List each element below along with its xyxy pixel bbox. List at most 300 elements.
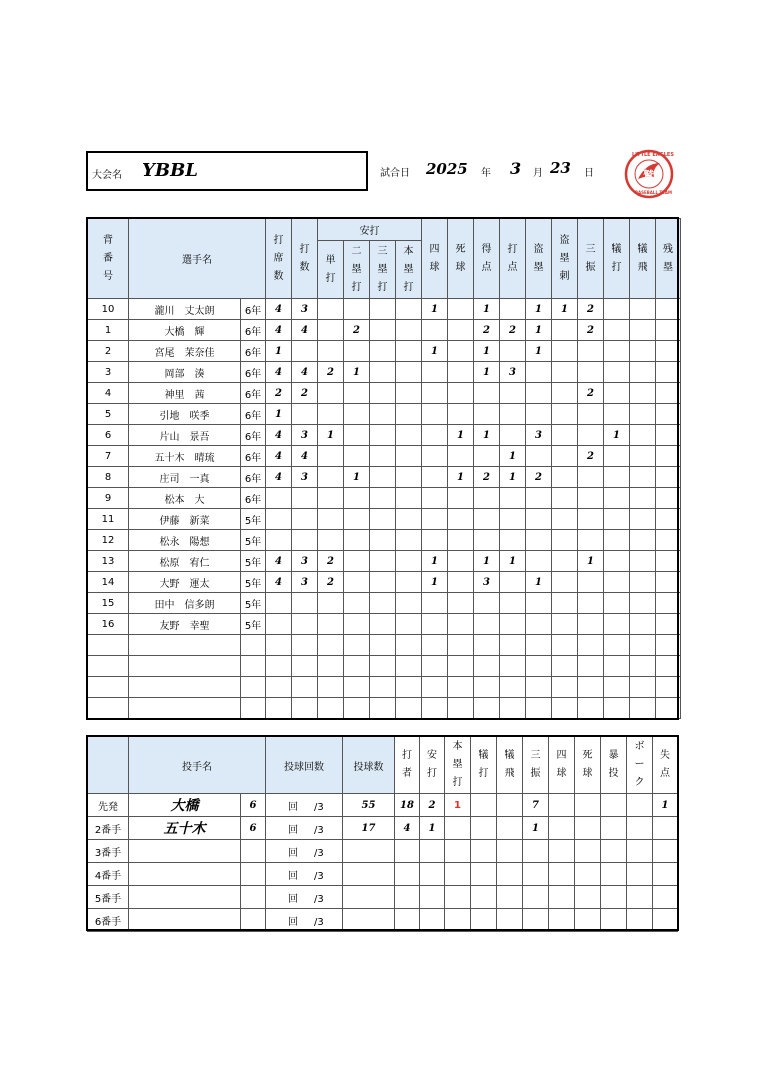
pitch-stat-wp: [601, 817, 627, 840]
stat-ab: 3: [292, 467, 318, 488]
stat-triple: [370, 614, 396, 635]
stat-hr: [396, 488, 422, 509]
player-name: [129, 698, 241, 719]
stat-ab: [292, 530, 318, 551]
pitch-stat-bb: [549, 909, 575, 932]
stat-triple: [370, 362, 396, 383]
table-row: [88, 488, 681, 509]
stat-cs: [552, 656, 578, 677]
header-text: 死 球: [582, 750, 593, 779]
player-grade: 5年: [241, 572, 266, 593]
stat-hbp: [448, 530, 474, 551]
stat-rbi: [500, 509, 526, 530]
innings-cell: [266, 840, 343, 863]
stat-so: [578, 467, 604, 488]
header-sb: [526, 219, 552, 299]
stat-rbi: 2: [500, 320, 526, 341]
stat-sb: [526, 551, 552, 572]
stat-ab: [292, 404, 318, 425]
pitch-stat-so: 1: [523, 817, 549, 840]
stat-ab: 4: [292, 320, 318, 341]
stat-bb: 1: [422, 551, 448, 572]
header-text: 犠 打: [478, 750, 489, 779]
stat-lob: [656, 425, 681, 446]
stat-rbi: [500, 698, 526, 719]
pitcher-pitches: [343, 886, 395, 909]
player-grade: 6年: [241, 446, 266, 467]
year-value: 2025: [426, 160, 468, 178]
stat-sf: [630, 551, 656, 572]
pitch-stat-so: [523, 840, 549, 863]
stat-pa: 4: [266, 551, 292, 572]
pitcher-innings-value: 6: [241, 794, 266, 817]
player-grade: [241, 635, 266, 656]
stat-lob: [656, 656, 681, 677]
logo-mark: 鷲: [643, 169, 654, 182]
logo-sub: BASEBALL TEAM: [635, 190, 672, 195]
pitch-stat-hbp: [575, 794, 601, 817]
stat-lob: [656, 698, 681, 719]
stat-hbp: [448, 404, 474, 425]
pitch-stat-hbp: [575, 817, 601, 840]
stat-rbi: [500, 593, 526, 614]
stat-double: [344, 593, 370, 614]
header-text: 単 打: [325, 254, 336, 284]
pitch-stat-hits: [420, 886, 445, 909]
player-grade: 6年: [241, 404, 266, 425]
header-text: 安 打: [427, 750, 437, 779]
player-number: 6: [88, 425, 129, 446]
player-number: 10: [88, 299, 129, 320]
stat-sac: [604, 362, 630, 383]
stat-sac: [604, 509, 630, 530]
player-number: 14: [88, 572, 129, 593]
outs-suffix: /3: [314, 916, 324, 928]
stat-single: 2: [318, 551, 344, 572]
stat-sf: [630, 509, 656, 530]
player-grade: 6年: [241, 299, 266, 320]
pitch-header-hits: [420, 737, 445, 794]
stat-triple: [370, 404, 396, 425]
stat-runs: [474, 677, 500, 698]
pitch-header-so: [523, 737, 549, 794]
stat-rbi: 1: [500, 551, 526, 572]
header-sf: [630, 219, 656, 299]
stat-single: [318, 467, 344, 488]
stat-sb: [526, 677, 552, 698]
stat-runs: [474, 446, 500, 467]
stat-sb: 3: [526, 425, 552, 446]
player-number: 15: [88, 593, 129, 614]
pitch-header-innings: 投球回数: [266, 737, 343, 794]
stat-sf: [630, 635, 656, 656]
stat-hbp: [448, 320, 474, 341]
stat-hr: [396, 446, 422, 467]
stat-lob: [656, 530, 681, 551]
stat-rbi: [500, 677, 526, 698]
header-text: 本 塁 打: [452, 741, 463, 788]
table-row: [88, 341, 681, 362]
player-name: 片山 景吾: [129, 425, 241, 446]
player-grade: [241, 698, 266, 719]
stat-ab: [292, 677, 318, 698]
header-hits-group: 安打: [318, 219, 422, 241]
pitch-header-pitches: 投球数: [343, 737, 395, 794]
innings-cell: [266, 794, 343, 817]
pitch-stat-sf: [497, 817, 523, 840]
pitcher-role: 先発: [88, 794, 129, 817]
player-number: 4: [88, 383, 129, 404]
stat-single: [318, 635, 344, 656]
stat-runs: [474, 635, 500, 656]
stat-bb: [422, 635, 448, 656]
stat-so: [578, 341, 604, 362]
stat-cs: [552, 677, 578, 698]
pitch-stat-sac: [471, 840, 497, 863]
pitch-header-hbp: [575, 737, 601, 794]
stat-double: 2: [344, 320, 370, 341]
header-text: 四 球: [556, 750, 567, 779]
pitcher-role: 4番手: [88, 863, 129, 886]
stat-hbp: [448, 551, 474, 572]
header-text: 犠 飛: [504, 750, 515, 779]
pitch-stat-sac: [471, 817, 497, 840]
player-grade: 6年: [241, 488, 266, 509]
pitch-stat-wp: [601, 794, 627, 817]
stat-sac: [604, 551, 630, 572]
stat-sac: [604, 467, 630, 488]
stat-sb: [526, 509, 552, 530]
stat-ab: 3: [292, 551, 318, 572]
pitch-stat-bf: 18: [395, 794, 420, 817]
stat-runs: [474, 614, 500, 635]
stat-cs: [552, 593, 578, 614]
table-row: [88, 656, 681, 677]
header-text: 打 席 数: [273, 234, 284, 282]
pitcher-pitches: [343, 909, 395, 932]
stat-hr: [396, 299, 422, 320]
table-row: [88, 362, 681, 383]
pitch-stat-so: 7: [523, 794, 549, 817]
table-row: [88, 467, 681, 488]
stat-pa: 4: [266, 299, 292, 320]
stat-hbp: [448, 383, 474, 404]
stat-lob: [656, 362, 681, 383]
stat-pa: 2: [266, 383, 292, 404]
table-row: [88, 425, 681, 446]
header-text: 死 球: [455, 243, 466, 273]
stat-single: [318, 299, 344, 320]
table-row: [88, 404, 681, 425]
table-row: [88, 530, 681, 551]
stat-ab: [292, 698, 318, 719]
stat-runs: [474, 656, 500, 677]
stat-runs: 1: [474, 341, 500, 362]
stat-sb: [526, 635, 552, 656]
stat-so: 2: [578, 299, 604, 320]
stat-ab: [292, 488, 318, 509]
pitch-stat-runs: [653, 863, 678, 886]
stat-ab: 3: [292, 425, 318, 446]
header-text: 盗 塁 刺: [559, 234, 570, 282]
stat-hbp: [448, 593, 474, 614]
stat-cs: [552, 362, 578, 383]
pitcher-pitches: [343, 863, 395, 886]
stat-hbp: [448, 488, 474, 509]
stat-sf: [630, 362, 656, 383]
stat-bb: [422, 383, 448, 404]
stat-triple: [370, 341, 396, 362]
stat-rbi: [500, 383, 526, 404]
pitch-stat-sf: [497, 909, 523, 932]
stat-sac: [604, 572, 630, 593]
table-row: [88, 551, 681, 572]
pitch-stat-bb: [549, 863, 575, 886]
stat-hbp: 1: [448, 467, 474, 488]
stat-hr: [396, 362, 422, 383]
player-grade: 5年: [241, 530, 266, 551]
pitch-stat-wp: [601, 886, 627, 909]
stat-pa: 4: [266, 425, 292, 446]
day-label: 日: [584, 168, 594, 179]
stat-single: [318, 656, 344, 677]
stat-sac: [604, 614, 630, 635]
table-row: [88, 572, 681, 593]
player-number: [88, 698, 129, 719]
player-grade: 5年: [241, 614, 266, 635]
stat-sf: [630, 446, 656, 467]
pitch-stat-sac: [471, 794, 497, 817]
pitch-stat-balk: [627, 863, 653, 886]
stat-ab: 3: [292, 299, 318, 320]
month-value: 3: [510, 159, 522, 178]
inning-unit: 回: [288, 801, 298, 813]
pitcher-name: [129, 863, 241, 886]
pitch-header-runs: [653, 737, 678, 794]
stat-hr: [396, 509, 422, 530]
pitch-stat-hits: [420, 840, 445, 863]
stat-runs: [474, 530, 500, 551]
pitcher-name: 五十木: [129, 817, 241, 840]
header-name: 選手名: [129, 219, 266, 299]
player-grade: 6年: [241, 467, 266, 488]
pitch-stat-runs: [653, 909, 678, 932]
stat-sac: [604, 656, 630, 677]
stat-sac: [604, 698, 630, 719]
innings-cell: [266, 909, 343, 932]
pitch-stat-bf: [395, 886, 420, 909]
stat-triple: [370, 530, 396, 551]
pitch-stat-bf: [395, 863, 420, 886]
stat-sac: [604, 383, 630, 404]
player-grade: [241, 677, 266, 698]
stat-sac: [604, 446, 630, 467]
stat-cs: [552, 698, 578, 719]
stat-triple: [370, 467, 396, 488]
pitch-stat-bb: [549, 886, 575, 909]
stat-bb: 1: [422, 299, 448, 320]
stat-runs: [474, 698, 500, 719]
stat-pa: [266, 614, 292, 635]
pitch-header-name: 投手名: [129, 737, 266, 794]
stat-bb: [422, 404, 448, 425]
stat-hbp: [448, 299, 474, 320]
header-text: 打 者: [402, 750, 412, 779]
stat-lob: [656, 341, 681, 362]
pitch-stat-hits: [420, 909, 445, 932]
header-text: 盗 塁: [533, 243, 544, 273]
outs-suffix: /3: [314, 824, 324, 836]
outs-suffix: /3: [314, 870, 324, 882]
stat-double: [344, 698, 370, 719]
header-text: 打 点: [507, 243, 518, 273]
table-row: [88, 698, 681, 719]
stat-so: [578, 677, 604, 698]
stat-sf: [630, 299, 656, 320]
stat-sb: [526, 530, 552, 551]
stat-double: [344, 446, 370, 467]
stat-cs: [552, 551, 578, 572]
stat-sf: [630, 614, 656, 635]
stat-single: [318, 614, 344, 635]
table-row: [88, 863, 678, 886]
pitch-stat-sf: [497, 794, 523, 817]
stat-runs: [474, 404, 500, 425]
player-number: [88, 635, 129, 656]
stat-so: [578, 425, 604, 446]
stat-triple: [370, 320, 396, 341]
stat-bb: [422, 488, 448, 509]
stat-lob: [656, 614, 681, 635]
stat-double: [344, 677, 370, 698]
pitch-header-balk: [627, 737, 653, 794]
pitch-stat-hits: [420, 863, 445, 886]
pitcher-innings-value: [241, 863, 266, 886]
player-number: [88, 656, 129, 677]
stat-so: [578, 572, 604, 593]
stat-sf: [630, 404, 656, 425]
table-row: [88, 794, 678, 817]
pitch-stat-wp: [601, 863, 627, 886]
stat-sf: [630, 341, 656, 362]
stat-double: [344, 530, 370, 551]
stat-cs: [552, 488, 578, 509]
stat-sf: [630, 698, 656, 719]
stat-runs: 2: [474, 320, 500, 341]
stat-bb: 1: [422, 341, 448, 362]
player-name: 引地 咲季: [129, 404, 241, 425]
stat-rbi: [500, 488, 526, 509]
stat-lob: [656, 320, 681, 341]
header-text: 犠 打: [611, 243, 622, 273]
table-row: [88, 635, 681, 656]
header-double: [344, 241, 370, 299]
stat-bb: [422, 614, 448, 635]
header-number: [88, 219, 129, 299]
pitch-stat-wp: [601, 909, 627, 932]
stat-sb: 2: [526, 467, 552, 488]
stat-sf: [630, 320, 656, 341]
stat-ab: 4: [292, 362, 318, 383]
stat-sf: [630, 656, 656, 677]
stat-cs: [552, 446, 578, 467]
stat-rbi: [500, 572, 526, 593]
stat-cs: [552, 383, 578, 404]
player-number: 5: [88, 404, 129, 425]
stat-rbi: [500, 341, 526, 362]
header-triple: [370, 241, 396, 299]
stat-triple: [370, 635, 396, 656]
logo-text: LITTLE EAGLES: [632, 152, 674, 158]
stat-double: [344, 299, 370, 320]
stat-rbi: 3: [500, 362, 526, 383]
player-name: 五十木 晴琉: [129, 446, 241, 467]
stat-hbp: [448, 677, 474, 698]
stat-bb: [422, 320, 448, 341]
stat-hbp: [448, 698, 474, 719]
stat-sac: [604, 593, 630, 614]
stat-pa: [266, 593, 292, 614]
stat-so: 2: [578, 446, 604, 467]
inning-unit: 回: [288, 893, 298, 905]
header-text: ボ ー ク: [634, 741, 645, 788]
stat-sb: [526, 488, 552, 509]
header-text: 背 番 号: [103, 234, 113, 282]
table-row: [88, 593, 681, 614]
player-name: [129, 656, 241, 677]
stat-pa: [266, 698, 292, 719]
stat-ab: 3: [292, 572, 318, 593]
stat-single: [318, 677, 344, 698]
tournament-label: 大会名: [92, 170, 122, 181]
player-grade: 6年: [241, 362, 266, 383]
table-row: [88, 299, 681, 320]
pitch-stat-sf: [497, 863, 523, 886]
stat-triple: [370, 446, 396, 467]
stat-sac: [604, 299, 630, 320]
player-grade: 6年: [241, 383, 266, 404]
player-name: 神里 茜: [129, 383, 241, 404]
stat-double: 1: [344, 467, 370, 488]
pitch-stat-bb: [549, 817, 575, 840]
outs-suffix: /3: [314, 893, 324, 905]
stat-hr: [396, 467, 422, 488]
pitch-stat-runs: [653, 817, 678, 840]
pitch-stat-hbp: [575, 863, 601, 886]
stat-single: [318, 530, 344, 551]
stat-bb: [422, 698, 448, 719]
stat-triple: [370, 425, 396, 446]
stat-pa: [266, 677, 292, 698]
pitch-stat-balk: [627, 886, 653, 909]
stat-so: [578, 530, 604, 551]
pitcher-innings-value: [241, 886, 266, 909]
stat-single: 1: [318, 425, 344, 446]
stat-so: [578, 656, 604, 677]
pitch-stat-hits: 1: [420, 817, 445, 840]
stat-sb: [526, 404, 552, 425]
header-text: 得 点: [481, 243, 492, 273]
stat-ab: [292, 509, 318, 530]
stat-bb: [422, 362, 448, 383]
stat-bb: [422, 509, 448, 530]
player-name: [129, 677, 241, 698]
stat-sb: [526, 698, 552, 719]
player-number: 7: [88, 446, 129, 467]
stat-runs: [474, 509, 500, 530]
stat-sac: [604, 635, 630, 656]
header-single: [318, 241, 344, 299]
